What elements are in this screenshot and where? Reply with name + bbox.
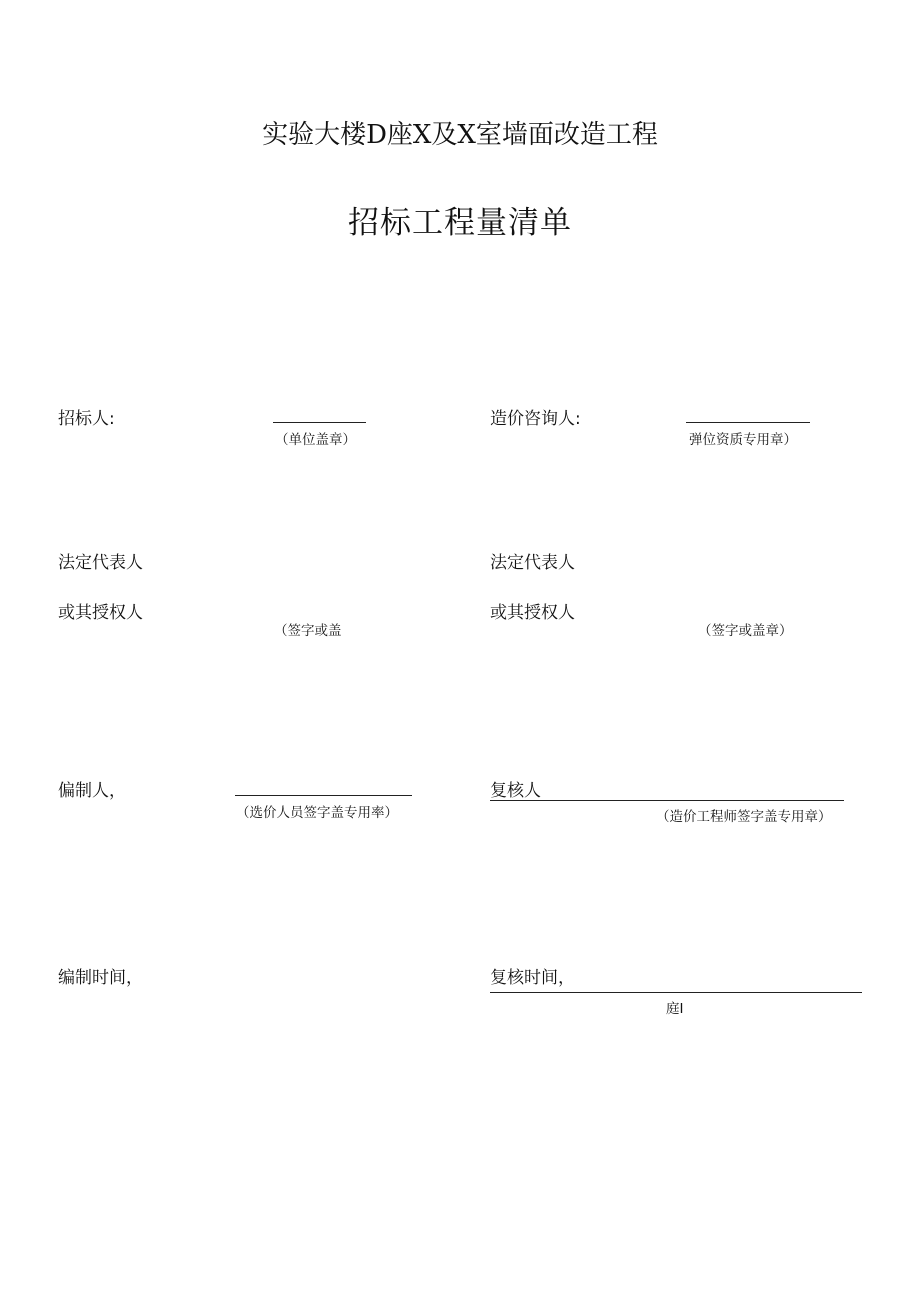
review-time-line	[490, 992, 862, 993]
review-time-note-text: 庭I	[666, 1001, 684, 1017]
tenderer-signature-line	[273, 422, 366, 423]
compiler-signature-line	[235, 795, 412, 796]
reviewer-signature-line	[490, 800, 844, 801]
consultant-label: 造价咨询人:	[490, 409, 581, 429]
tenderer-stamp-note: （单位盖章）	[275, 432, 356, 448]
consultant-signature-line	[686, 422, 810, 423]
right-authorized-person-label	[490, 600, 575, 623]
right-legal-representative-label: 法定代表人	[490, 553, 575, 573]
left-authorized-text: 或其授权人	[58, 603, 143, 623]
reviewer-stamp-note-text: （造价工程师签字盖专用章）	[656, 809, 832, 825]
compile-time-label: 编制时间，	[58, 968, 143, 988]
right-sign-note-text: （签字或盖章）	[698, 623, 793, 639]
left-sign-note-text: （签字或盖	[274, 623, 342, 639]
reviewer-stamp-note	[656, 806, 832, 825]
left-legal-representative-label: 法定代表人	[58, 553, 143, 573]
tenderer-label: 招标人:	[58, 409, 115, 429]
document-title: 招标工程量清单	[348, 205, 572, 241]
right-sign-note	[698, 620, 793, 639]
left-sign-note	[274, 620, 342, 639]
compiler-stamp-note: （选价人员签字盖专用率）	[236, 805, 398, 821]
consultant-stamp-note: 弹位资质专用章）	[689, 432, 797, 448]
compiler-label: 偏制人，	[58, 781, 126, 801]
review-time-label: 复核时间，	[490, 968, 575, 988]
reviewer-label: 复核人	[490, 781, 541, 801]
right-authorized-text: 或其授权人	[490, 603, 575, 623]
project-title: 实验大楼D座X及X室墙面改造工程	[262, 120, 658, 150]
left-authorized-person-label	[58, 600, 143, 623]
review-time-note	[666, 998, 684, 1017]
